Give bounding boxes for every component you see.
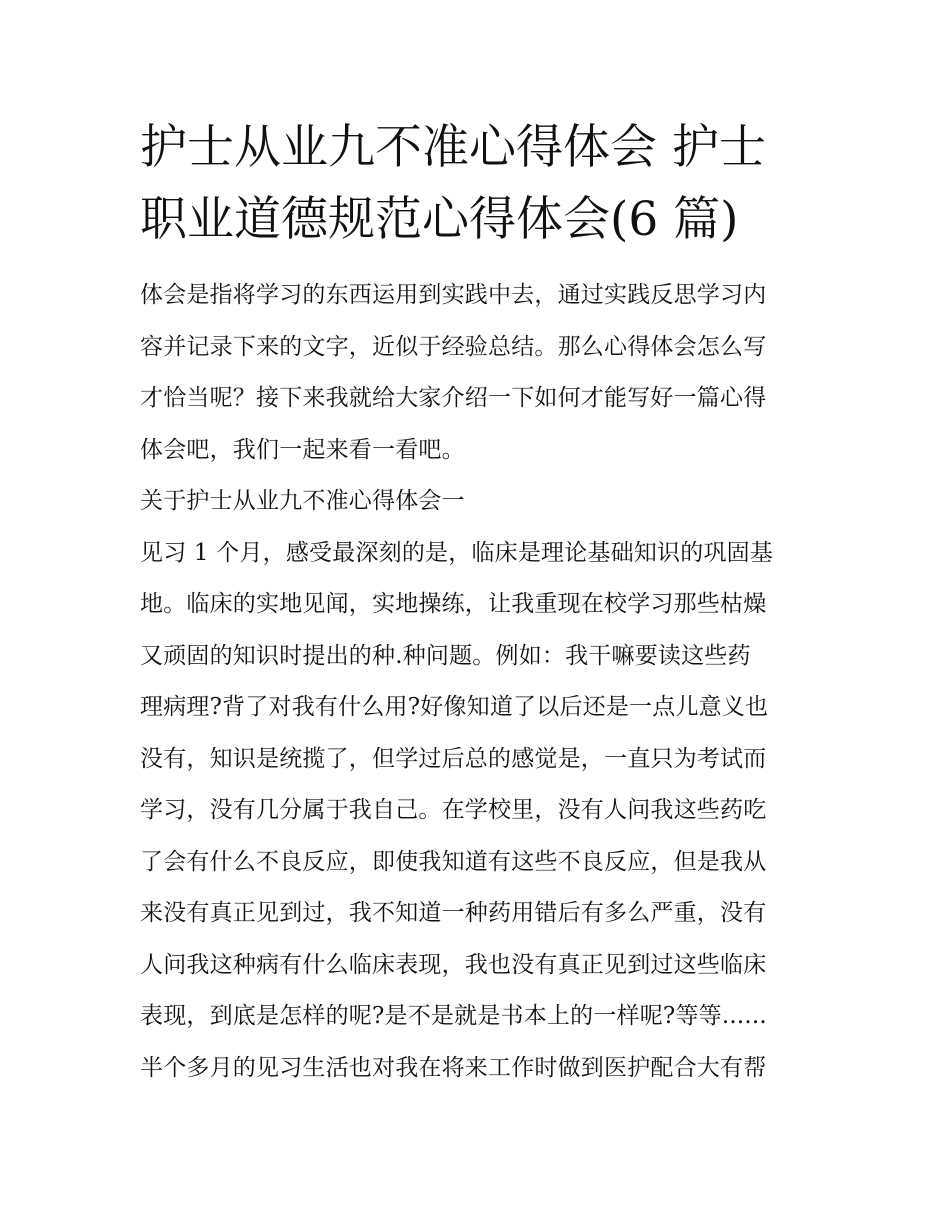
- intro-line: 体会吧，我们一起来看一看吧。: [140, 436, 465, 463]
- document-title: [140, 112, 812, 256]
- section-heading-text: 关于护士从业九不准心得体会一: [140, 488, 465, 514]
- document-body: [140, 270, 812, 1094]
- body-line: 表现，到底是怎样的呢?是不是就是书本上的一样呢?等等......: [140, 1003, 767, 1029]
- title-line-1: 护士从业九不准心得体会 护士: [140, 120, 766, 175]
- title-line-2: 职业道德规范心得体会(6 篇): [140, 192, 739, 247]
- body-line: 学习，没有几分属于我自己。在学校里，没有人问我这些药吃: [140, 797, 767, 823]
- body-line: 人问我这种病有什么临床表现，我也没有真正见到过这些临床: [140, 951, 767, 978]
- intro-line: 才恰当呢？接下来我就给大家介绍一下如何才能写好一篇心得: [140, 385, 767, 411]
- intro-line: 容并记录下来的文字，近似于经验总结。那么心得体会怎么写: [140, 333, 767, 360]
- body-line: 来没有真正见到过，我不知道一种药用错后有多么严重，没有: [140, 900, 767, 926]
- body-line: 见习 1 个月，感受最深刻的是，临床是理论基础知识的巩固基: [140, 539, 774, 566]
- section-heading: [140, 476, 812, 528]
- intro-line: 体会是指将学习的东西运用到实践中去，通过实践反思学习内: [140, 282, 767, 308]
- body-line: 理病理?背了对我有什么用?好像知道了以后还是一点儿意义也: [140, 694, 769, 720]
- intro-paragraph: [140, 270, 812, 476]
- body-line: 没有，知识是统揽了，但学过后总的感觉是，一直只为考试而: [140, 745, 767, 772]
- body-paragraph: [140, 528, 812, 1095]
- body-line: 了会有什么不良反应，即使我知道有这些不良反应，但是我从: [140, 848, 767, 875]
- body-line: 半个多月的见习生活也对我在将来工作时做到医护配合大有帮: [140, 1054, 767, 1081]
- document-content: [140, 112, 812, 1094]
- body-line: 地。临床的实地见闻，实地操练，让我重现在校学习那些枯燥: [140, 591, 767, 617]
- body-line: 又顽固的知识时提出的种.种问题。例如：我干嘛要读这些药: [140, 642, 751, 669]
